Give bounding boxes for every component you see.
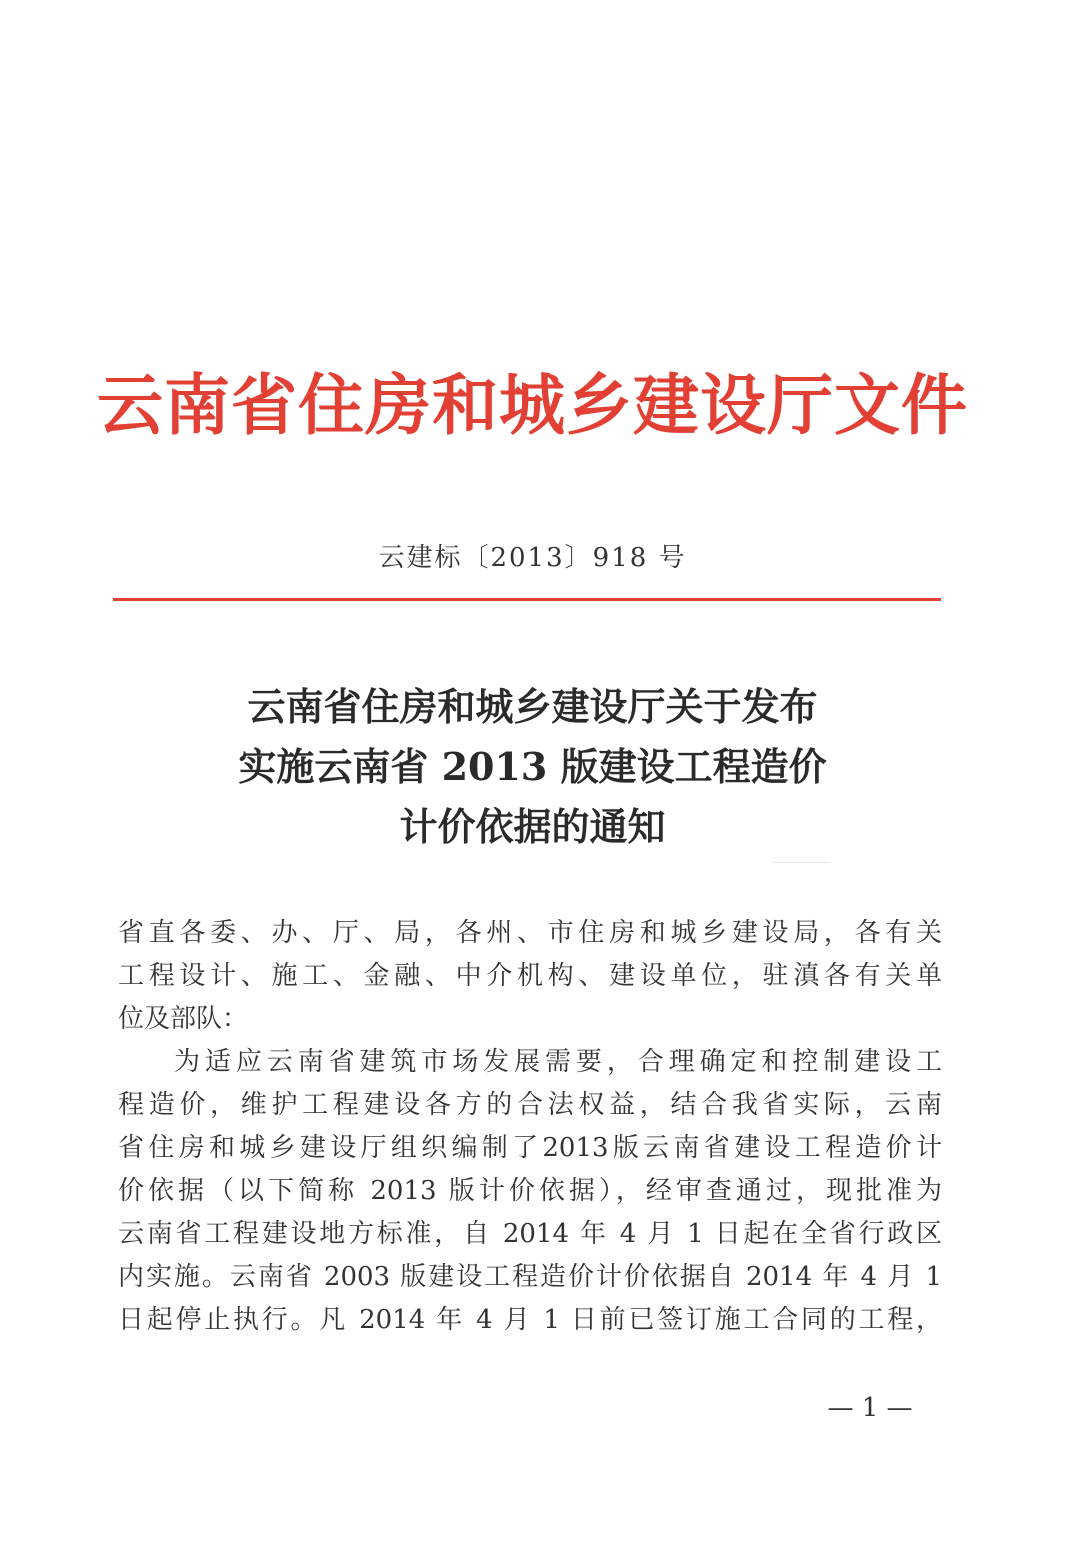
paragraph-line: 内实施。云南省 2003 版建设工程造价计价依据自 2014 年 4 月 1 bbox=[118, 1262, 942, 1292]
paragraph-line: 价依据（以下简称 2013 版计价依据），经审查通过，现批准为 bbox=[118, 1176, 942, 1206]
paragraph-line: 为适应云南省建筑市场发展需要，合理确定和控制建设工 bbox=[174, 1047, 942, 1077]
title-line: 云南省住房和城乡建设厅关于发布 bbox=[247, 684, 818, 729]
masthead: 云南省住房和城乡建设厅文件 bbox=[97, 366, 968, 444]
faint-scan-mark bbox=[772, 862, 830, 863]
recipients-line: 位及部队： bbox=[118, 1004, 249, 1034]
document-title bbox=[0, 677, 1065, 857]
title-line: 实施云南省 2013 版建设工程造价 bbox=[238, 744, 827, 789]
page-number: — 1 — bbox=[827, 1393, 913, 1423]
recipients-line: 省直各委、办、厅、局，各州、市住房和城乡建设局，各有关 bbox=[118, 918, 942, 948]
red-divider-line bbox=[113, 598, 941, 601]
paragraph-line: 云南省工程建设地方标准，自 2014 年 4 月 1 日起在全省行政区 bbox=[118, 1219, 942, 1249]
paragraph-line: 程造价，维护工程建设各方的合法权益，结合我省实际，云南 bbox=[118, 1090, 942, 1120]
recipients-line: 工程设计、施工、金融、中介机构、建设单位，驻滇各有关单 bbox=[118, 961, 942, 991]
title-line: 计价依据的通知 bbox=[399, 804, 666, 849]
document-number: 云建标〔2013〕918 号 bbox=[378, 543, 687, 573]
paragraph-line: 省住房和城乡建设厅组织编制了2013版云南省建设工程造价计 bbox=[118, 1133, 942, 1163]
document-body bbox=[118, 912, 942, 1342]
paragraph-line: 日起停止执行。凡 2014 年 4 月 1 日前已签订施工合同的工程， bbox=[118, 1305, 942, 1335]
